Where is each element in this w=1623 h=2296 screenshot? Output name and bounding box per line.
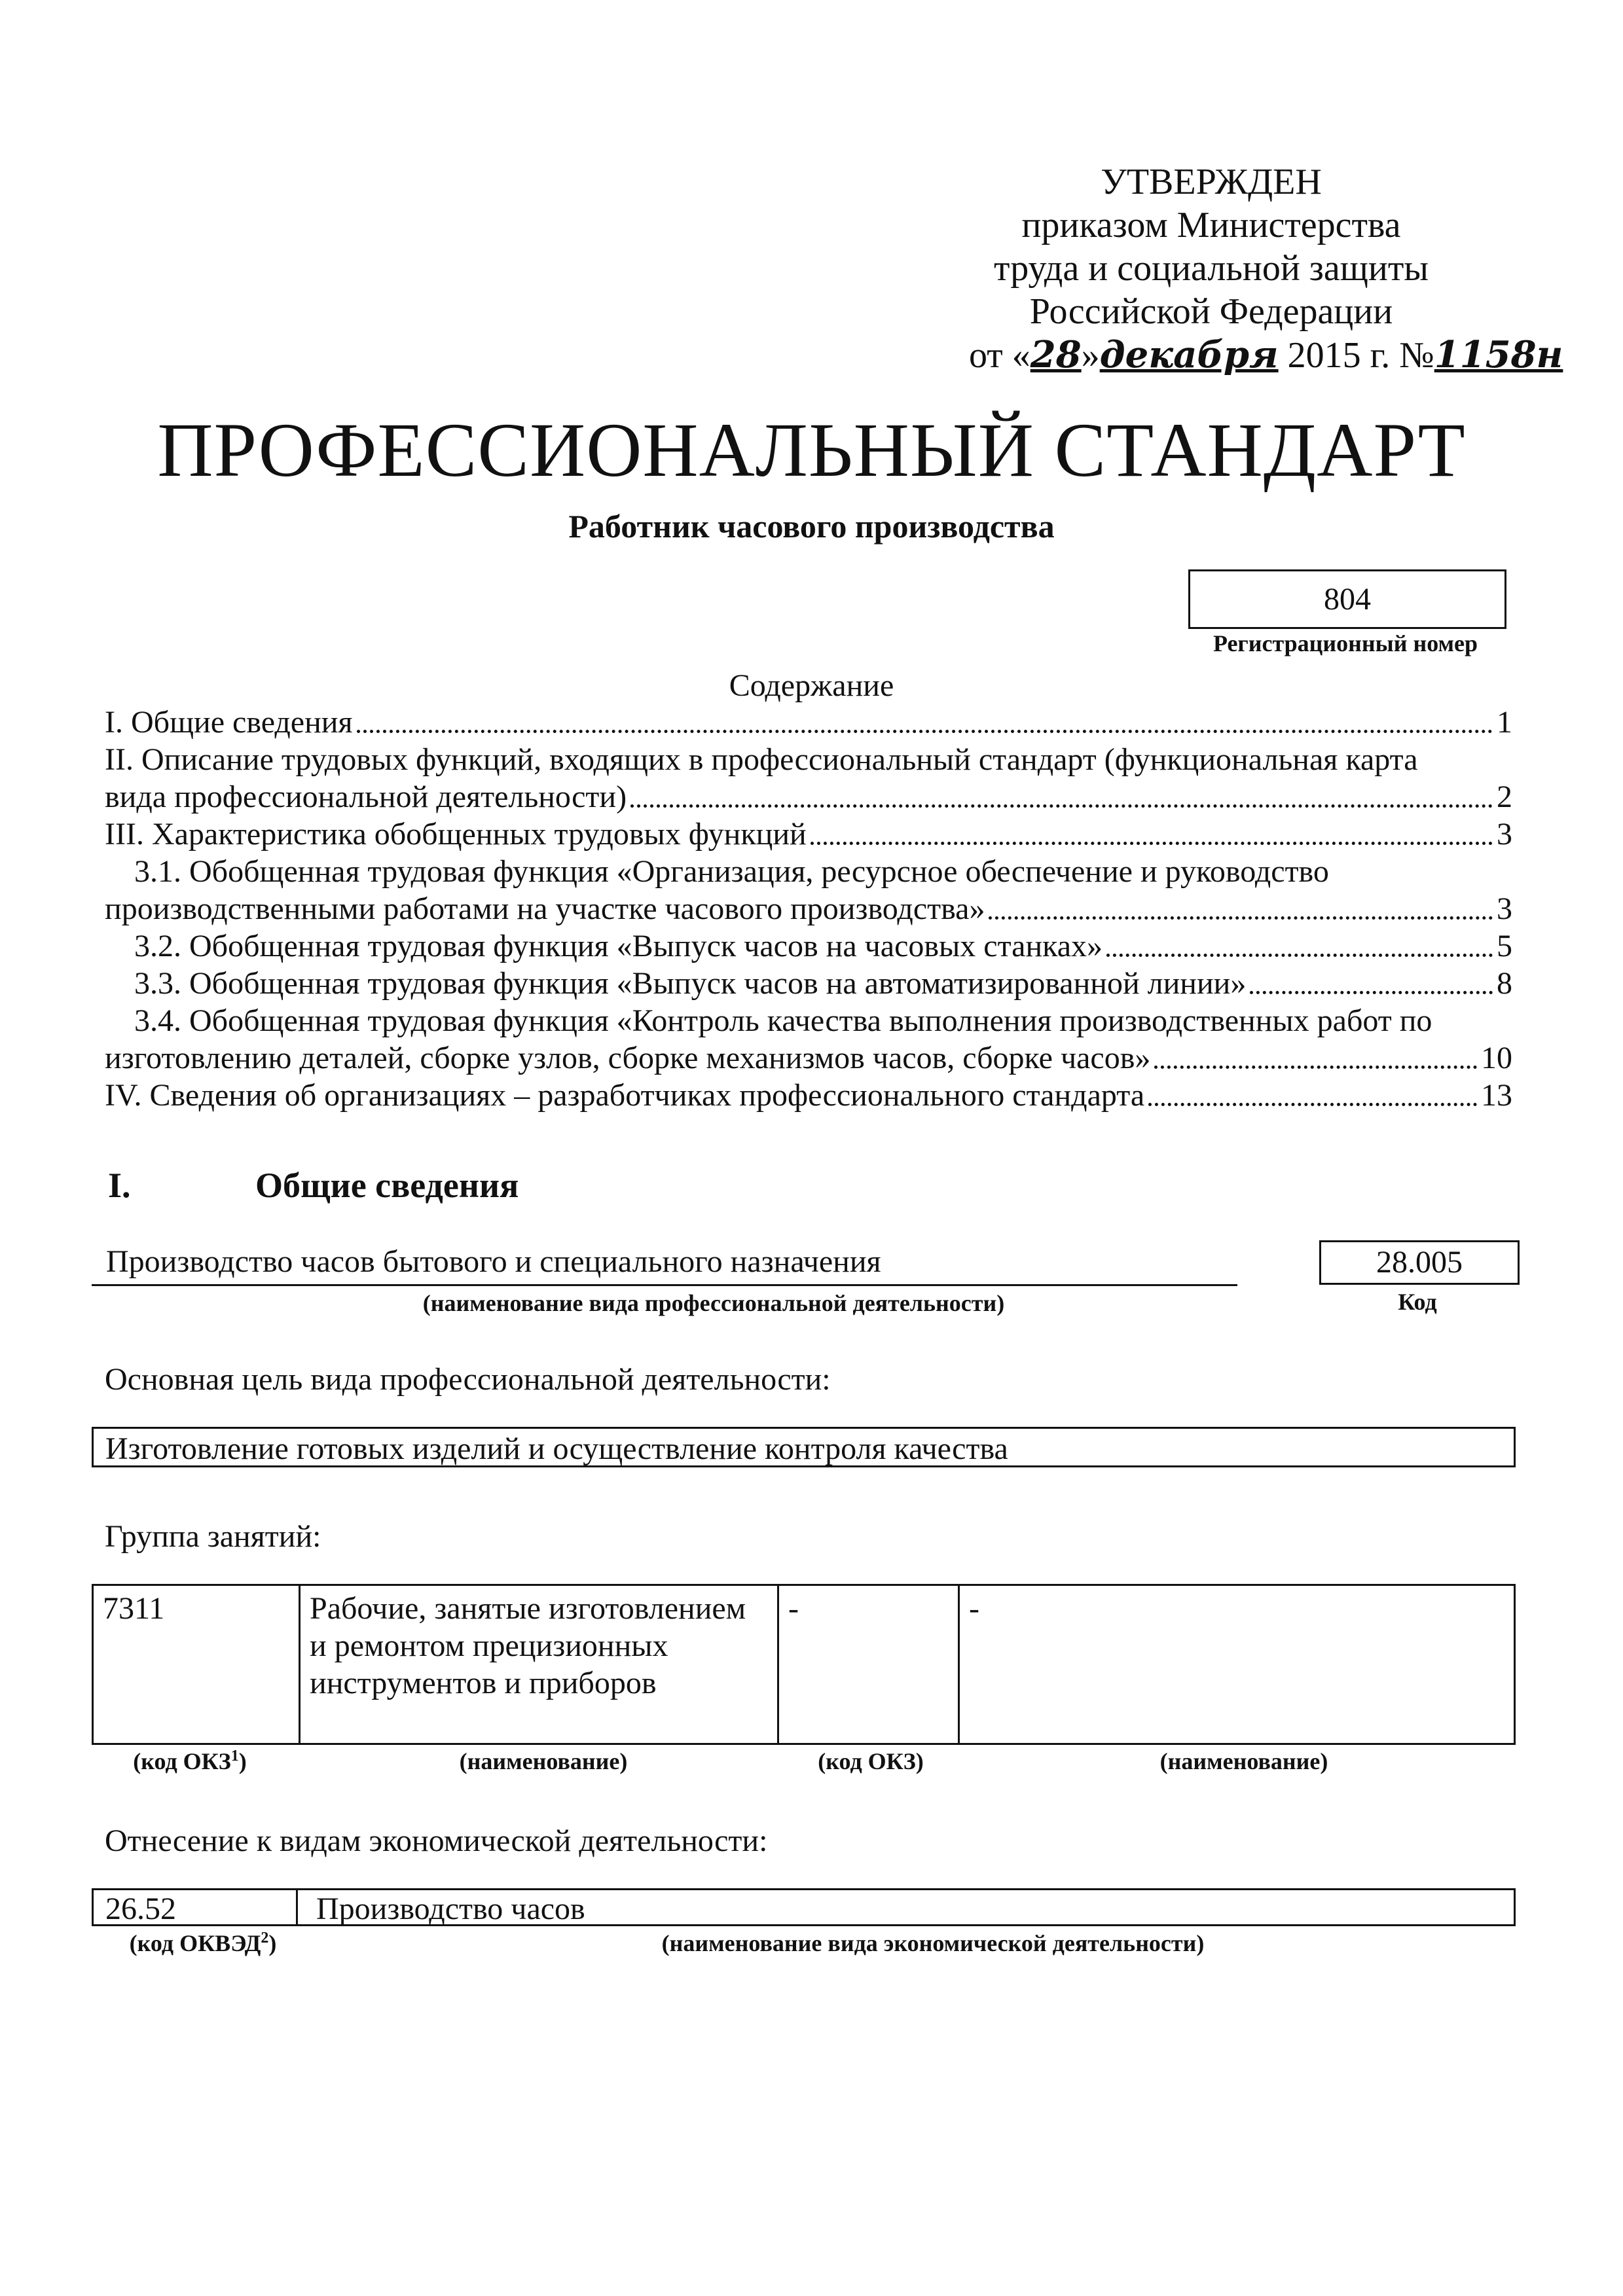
okved-name-box: Производство часов <box>298 1888 1516 1926</box>
section-heading <box>108 1165 519 1206</box>
okz-code-caption-2: (код ОКЗ) <box>818 1748 924 1774</box>
okz-code-caption: (код ОКЗ$^1$) <box>133 1748 247 1774</box>
toc-item[interactable]: 3.2. Обобщенная трудовая функция «Выпуск часов на часовых станках» 5 <box>134 929 1512 963</box>
date-prefix: от « <box>969 335 1030 376</box>
okved-code-box: 26.52 <box>92 1888 298 1926</box>
toc-item[interactable]: III. Характеристика обобщенных трудовых функций 3 <box>105 817 1512 852</box>
date-year: 2015 г. № <box>1287 335 1434 376</box>
approval-line-2: приказом Министерства <box>1021 205 1401 245</box>
handwritten-day: 28 <box>1030 333 1082 376</box>
activity-code-box: 28.005 <box>1319 1240 1520 1285</box>
okz-name-caption-2: (наименование) <box>1159 1748 1328 1774</box>
toc-item[interactable]: I. Общие сведения 1 <box>105 705 1512 740</box>
activity-kind-field <box>92 1244 1237 1286</box>
okved-label: Отнесение к видам экономической деятельности: <box>105 1823 768 1858</box>
okved-name-caption: (наименование вида экономической деятельности) <box>661 1930 1205 1956</box>
date-mid: » <box>1081 335 1100 376</box>
occupation-group-table <box>92 1584 1516 1745</box>
handwritten-month: декабря <box>1099 333 1279 376</box>
toc-item[interactable]: 3.3. Обобщенная трудовая функция «Выпуск часов на автоматизированной линии» 8 <box>134 966 1512 1001</box>
document-title: ПРОФЕССИОНАЛЬНЫЙ СТАНДАРТ <box>157 407 1466 493</box>
group-label: Группа занятий: <box>105 1519 321 1554</box>
okz-name-cell: Рабочие, занятые изготовлением и ремонтом прецизионных инструментов и приборов <box>300 1585 778 1744</box>
goal-label: Основная цель вида профессиональной деятельности: <box>105 1362 831 1397</box>
approval-heading: УТВЕРЖДЕН <box>1101 162 1322 202</box>
activity-code-caption: Код <box>1398 1289 1437 1315</box>
toc-item[interactable]: 3.1. Обобщенная трудовая функция «Организация, ресурсное обеспечение и руководство производственными работами на участке часового производства» 3 <box>105 854 1512 926</box>
goal-box: Изготовление готовых изделий и осуществление контроля качества <box>92 1427 1516 1467</box>
okz-name-cell-2: - <box>959 1585 1515 1744</box>
activity-kind-caption: (наименование вида профессиональной деятельности) <box>422 1290 1005 1316</box>
approval-line-4: Российской Федерации <box>1029 291 1393 332</box>
okz-code-cell-2: - <box>778 1585 959 1744</box>
okz-code-cell: 7311 <box>93 1585 300 1744</box>
registration-number-box: 804 <box>1188 569 1506 629</box>
activity-kind-value: Производство часов бытового и специального назначения <box>106 1244 881 1279</box>
okved-code-caption: (код ОКВЭД$^2$) <box>129 1929 277 1956</box>
toc-item[interactable]: 3.4. Обобщенная трудовая функция «Контроль качества выполнения производственных работ по изготовлению деталей, сборке узлов, сборке механизмов часов, сборке часов» 10 <box>105 1003 1512 1075</box>
table-of-contents <box>105 704 1512 1114</box>
approval-date-line <box>962 333 1563 377</box>
toc-item[interactable]: IV. Сведения об организациях – разработчиках профессионального стандарта 13 <box>105 1078 1512 1113</box>
approval-block <box>962 160 1563 377</box>
table-row <box>93 1585 1515 1744</box>
section-title: Общие сведения <box>255 1166 519 1205</box>
registration-number-label: Регистрационный номер <box>1213 630 1478 656</box>
toc-item[interactable]: II. Описание трудовых функций, входящих в профессиональный стандарт (функциональная карта вида профессиональной деятельности) 2 <box>105 742 1512 814</box>
approval-line-3: труда и социальной защиты <box>994 248 1429 289</box>
toc-title: Содержание <box>729 668 894 703</box>
section-number: I. <box>108 1166 131 1205</box>
document-subtitle: Работник часового производства <box>568 508 1055 545</box>
okz-name-caption: (наименование) <box>459 1748 628 1774</box>
handwritten-order-number: 1158н <box>1434 333 1563 376</box>
